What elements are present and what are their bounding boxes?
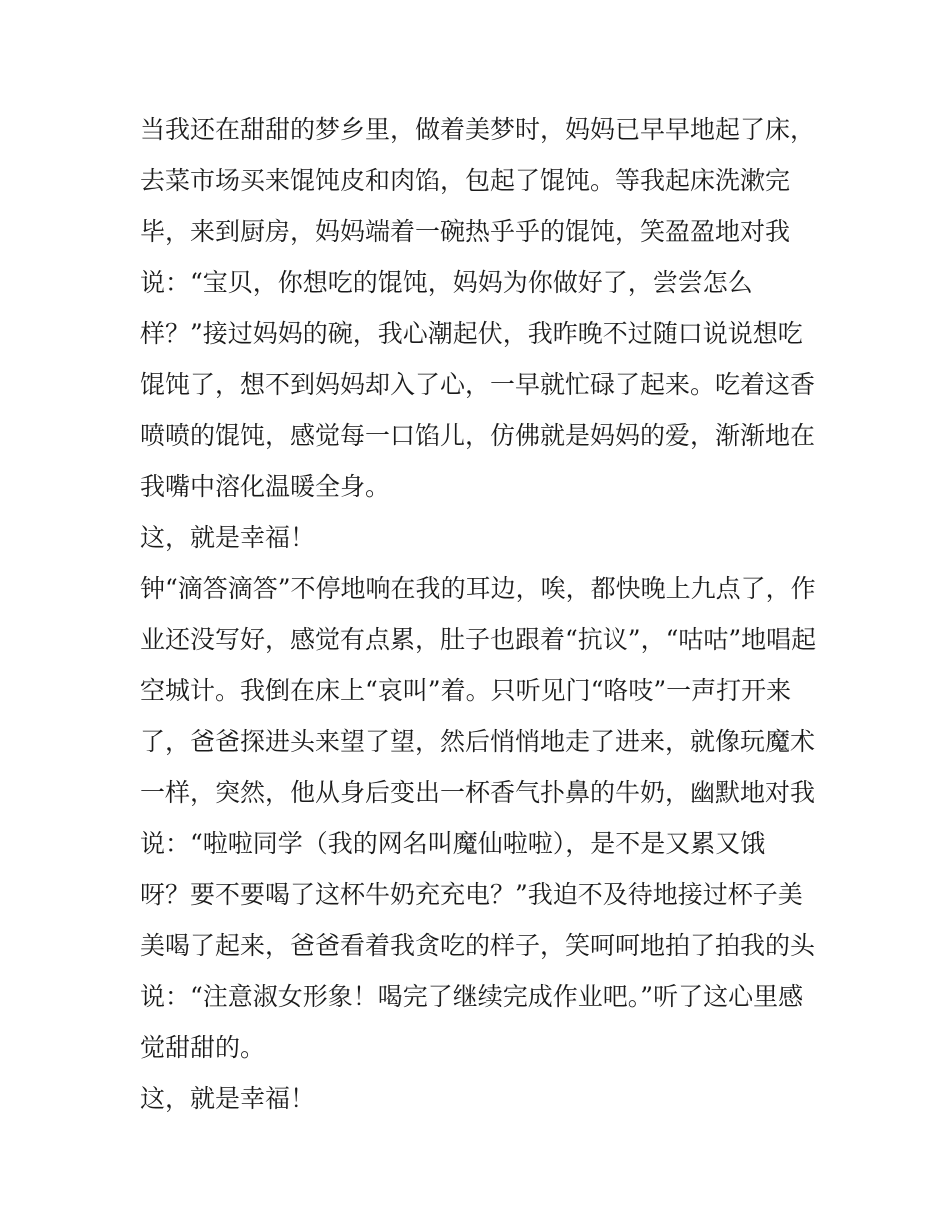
text-line: 一样，突然，他从身后变出一杯香气扑鼻的牛奶，幽默地对我 [140,778,816,807]
text-line: 呀？要不要喝了这杯牛奶充充电？”我迫不及待地接过杯子美 [140,880,803,909]
text-line: 空城计。我倒在床上“哀叫”着。只听见门“咯吱”一声打开来 [140,676,792,705]
text-line: 毕，来到厨房，妈妈端着一碗热乎乎的馄饨，笑盈盈地对我 [140,217,791,246]
text-line: 钟“滴答滴答”不停地响在我的耳边，唉，都快晚上九点了，作 [140,574,816,603]
text-line: 美喝了起来，爸爸看着我贪吃的样子，笑呵呵地拍了拍我的头 [140,931,816,960]
text-line: 说：“啦啦同学（我的网名叫魔仙啦啦），是不是又累又饿 [140,829,766,858]
text-line: 这，就是幸福！ [140,523,316,552]
text-line: 觉甜甜的。 [140,1033,266,1062]
text-line: 说：“宝贝，你想吃的馄饨，妈妈为你做好了，尝尝怎么 [140,268,753,297]
text-line: 当我还在甜甜的梦乡里，做着美梦时，妈妈已早早地起了床， [140,115,816,144]
text-line: 了，爸爸探进头来望了望，然后悄悄地走了进来，就像玩魔术 [140,727,816,756]
text-line: 我嘴中溶化温暖全身。 [140,472,391,501]
text-line: 馄饨了，想不到妈妈却入了心，一早就忙碌了起来。吃着这香 [140,370,816,399]
text-line: 去菜市场买来馄饨皮和肉馅，包起了馄饨。等我起床洗漱完 [140,166,791,195]
text-line: 喷喷的馄饨，感觉每一口馅儿，仿佛就是妈妈的爱，渐渐地在 [140,421,816,450]
text-line: 这，就是幸福！ [140,1084,316,1113]
text-line: 样？”接过妈妈的碗，我心潮起伏，我昨晚不过随口说说想吃 [140,319,803,348]
essay-text [140,104,820,1124]
text-line: 业还没写好，感觉有点累，肚子也跟着“抗议”，“咕咕”地唱起 [140,625,817,654]
text-line: 说：“注意淑女形象！喝完了继续完成作业吧。”听了这心里感 [140,982,804,1011]
